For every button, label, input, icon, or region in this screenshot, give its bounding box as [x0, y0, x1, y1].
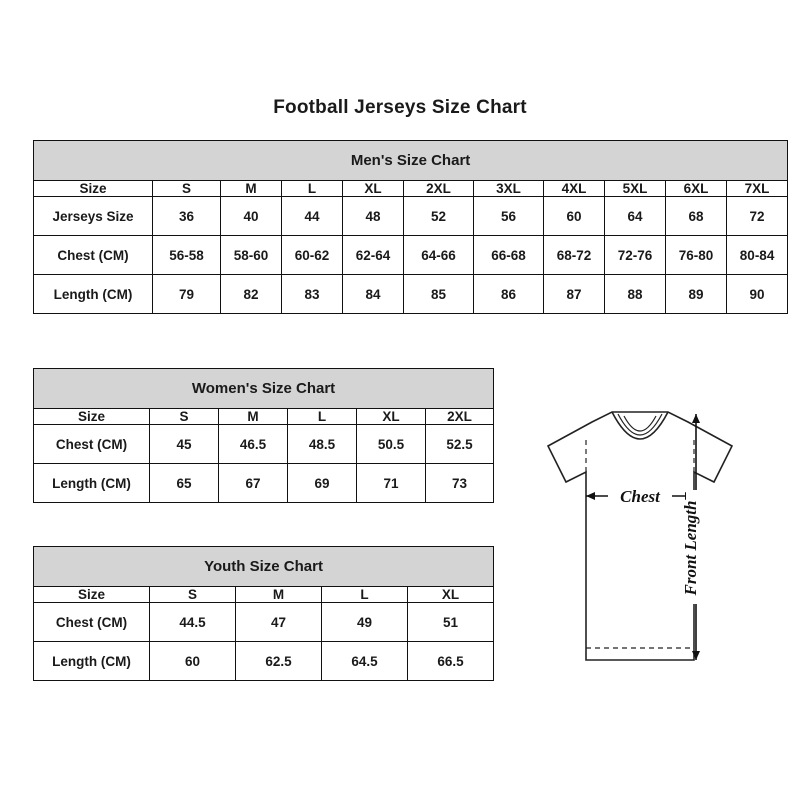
cell: 73: [426, 464, 494, 503]
chest-label: Chest: [620, 487, 660, 506]
mens-row-label-length: Length (CM): [34, 275, 153, 314]
youth-col-header-xl: XL: [408, 587, 494, 603]
cell: 76-80: [666, 236, 727, 275]
page-title: Football Jerseys Size Chart: [273, 97, 527, 118]
cell: 64: [605, 197, 666, 236]
womens-col-header-s: S: [150, 409, 219, 425]
cell: 90: [727, 275, 788, 314]
cell: 71: [357, 464, 426, 503]
cell: 50.5: [357, 425, 426, 464]
chest-arrow-left: [586, 492, 595, 500]
cell: 36: [153, 197, 221, 236]
table-row: [34, 464, 494, 503]
cell: 44: [282, 197, 343, 236]
table-row: [34, 603, 494, 642]
cell: 40: [221, 197, 282, 236]
jersey-outline-icon: [500, 398, 780, 698]
table-row: [34, 236, 788, 275]
cell: 62-64: [343, 236, 404, 275]
womens-table-caption: Women's Size Chart: [34, 369, 494, 409]
cell: 56: [474, 197, 544, 236]
mens-col-header-s: S: [153, 181, 221, 197]
youth-row-label-chest: Chest (CM): [34, 603, 150, 642]
womens-col-header-m: M: [219, 409, 288, 425]
mens-row-label-jerseys-size: Jerseys Size: [34, 197, 153, 236]
cell: 64.5: [322, 642, 408, 681]
cell: 87: [544, 275, 605, 314]
youth-col-header-size: Size: [34, 587, 150, 603]
youth-col-header-s: S: [150, 587, 236, 603]
cell: 66.5: [408, 642, 494, 681]
cell: 62.5: [236, 642, 322, 681]
womens-col-header-2xl: 2XL: [426, 409, 494, 425]
table-row: [34, 642, 494, 681]
cell: 60-62: [282, 236, 343, 275]
cell: 45: [150, 425, 219, 464]
mens-col-header-3xl: 3XL: [474, 181, 544, 197]
womens-col-header-xl: XL: [357, 409, 426, 425]
cell: 56-58: [153, 236, 221, 275]
mens-col-header-xl: XL: [343, 181, 404, 197]
cell: 66-68: [474, 236, 544, 275]
cell: 48.5: [288, 425, 357, 464]
cell: 79: [153, 275, 221, 314]
youth-table-caption: Youth Size Chart: [34, 547, 494, 587]
womens-col-header-size: Size: [34, 409, 150, 425]
cell: 52: [404, 197, 474, 236]
youth-col-header-l: L: [322, 587, 408, 603]
cell: 44.5: [150, 603, 236, 642]
cell: 68-72: [544, 236, 605, 275]
mens-col-header-4xl: 4XL: [544, 181, 605, 197]
cell: 84: [343, 275, 404, 314]
mens-size-table: [33, 140, 788, 314]
cell: 72: [727, 197, 788, 236]
cell: 60: [150, 642, 236, 681]
table-row: [34, 275, 788, 314]
cell: 68: [666, 197, 727, 236]
front-length-label: Front Length: [681, 500, 700, 596]
mens-col-header-7xl: 7XL: [727, 181, 788, 197]
cell: 67: [219, 464, 288, 503]
cell: 46.5: [219, 425, 288, 464]
cell: 72-76: [605, 236, 666, 275]
mens-col-header-m: M: [221, 181, 282, 197]
jersey-measurement-diagram: [500, 398, 780, 698]
mens-col-header-2xl: 2XL: [404, 181, 474, 197]
mens-col-header-l: L: [282, 181, 343, 197]
cell: 86: [474, 275, 544, 314]
cell: 51: [408, 603, 494, 642]
cell: 80-84: [727, 236, 788, 275]
cell: 88: [605, 275, 666, 314]
table-row: [34, 425, 494, 464]
mens-table-caption: Men's Size Chart: [34, 141, 788, 181]
womens-row-label-length: Length (CM): [34, 464, 150, 503]
cell: 69: [288, 464, 357, 503]
cell: 85: [404, 275, 474, 314]
mens-col-header-6xl: 6XL: [666, 181, 727, 197]
mens-col-header-size: Size: [34, 181, 153, 197]
cell: 60: [544, 197, 605, 236]
cell: 64-66: [404, 236, 474, 275]
womens-size-table: [33, 368, 494, 503]
table-row: [34, 197, 788, 236]
cell: 48: [343, 197, 404, 236]
womens-col-header-l: L: [288, 409, 357, 425]
cell: 49: [322, 603, 408, 642]
cell: 52.5: [426, 425, 494, 464]
cell: 83: [282, 275, 343, 314]
cell: 65: [150, 464, 219, 503]
youth-size-table: [33, 546, 494, 681]
mens-col-header-5xl: 5XL: [605, 181, 666, 197]
cell: 82: [221, 275, 282, 314]
cell: 47: [236, 603, 322, 642]
mens-row-label-chest: Chest (CM): [34, 236, 153, 275]
youth-col-header-m: M: [236, 587, 322, 603]
cell: 89: [666, 275, 727, 314]
womens-row-label-chest: Chest (CM): [34, 425, 150, 464]
front-length-arrow-top: [692, 414, 700, 423]
youth-row-label-length: Length (CM): [34, 642, 150, 681]
cell: 58-60: [221, 236, 282, 275]
